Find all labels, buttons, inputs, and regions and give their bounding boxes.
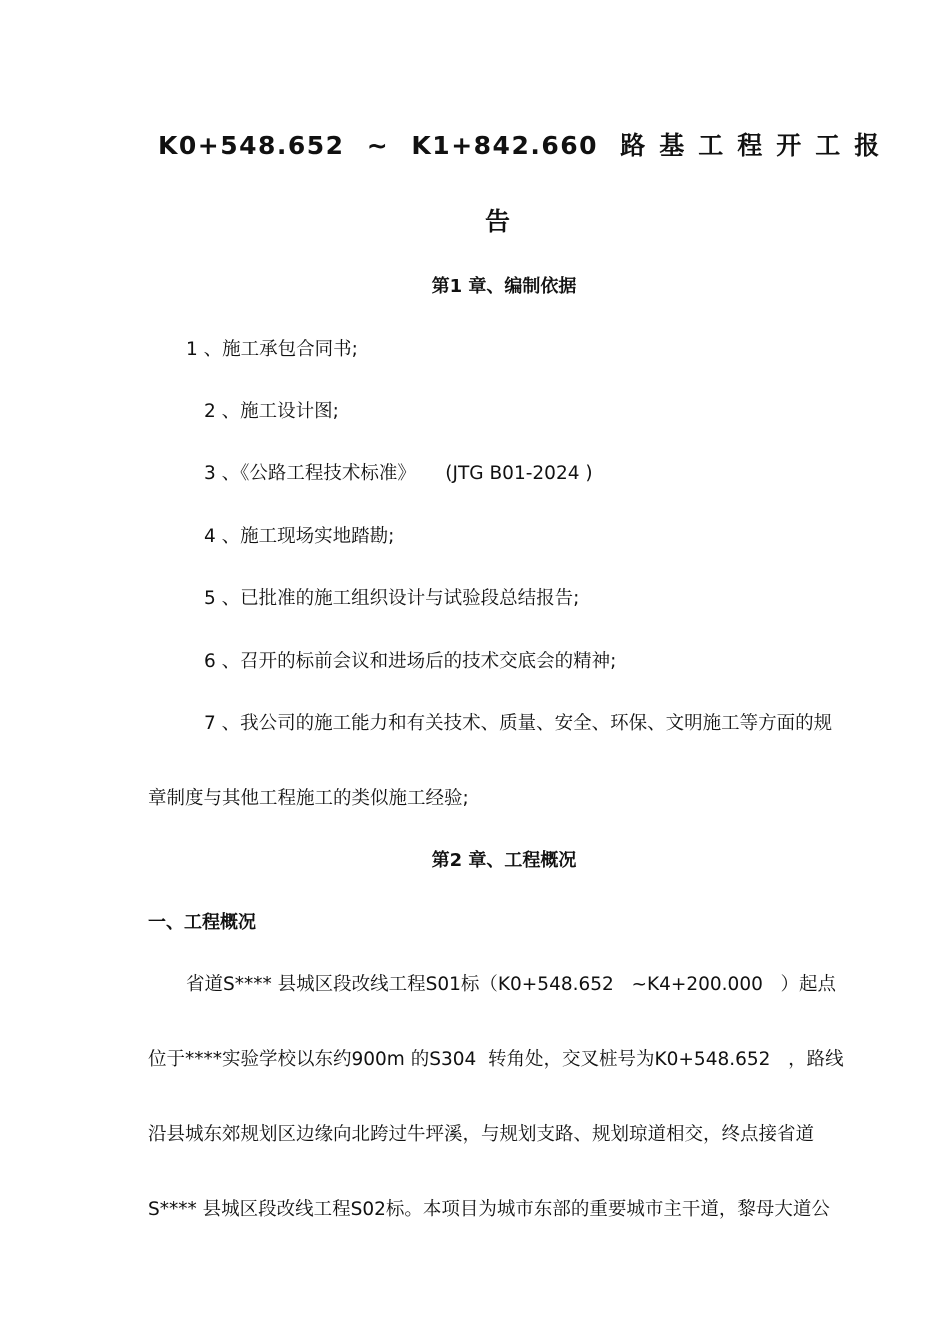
chapter-2-heading: 第2 章、工程概况 xyxy=(431,850,577,871)
document-title-line-1 xyxy=(158,126,894,162)
title-chainage-range: K0+548.652 ~ K1+842.660 xyxy=(158,131,599,160)
basis-item-1: 1 、施工承包合同书; xyxy=(186,339,358,360)
title-text: 路基工程开工报 xyxy=(620,131,894,160)
section-project-overview-heading: 一、工程概况 xyxy=(148,912,256,933)
basis-item-5: 5 、已批准的施工组织设计与试验段总结报告; xyxy=(204,588,580,609)
chapter-1-heading: 第1 章、编制依据 xyxy=(431,276,577,297)
basis-item-6: 6 、召开的标前会议和进场后的技术交底会的精神; xyxy=(204,651,617,672)
overview-paragraph-line-3: 沿县城东郊规划区边缘向北跨过牛坪溪，与规划支路、规划琼道相交，终点接省道 xyxy=(148,1124,815,1145)
basis-item-7: 7 、我公司的施工能力和有关技术、质量、安全、环保、文明施工等方面的规 xyxy=(204,713,833,734)
overview-paragraph-line-2: 位于****实验学校以东约900m 的S304 转角处，交叉桩号为K0+548.652 ，路线 xyxy=(148,1049,844,1070)
basis-item-3: 3 、《公路工程技术标准》 (JTG B01-2024 ) xyxy=(204,463,593,484)
basis-item-2: 2 、施工设计图; xyxy=(204,401,339,422)
document-title-line-2: 告 xyxy=(484,207,511,236)
basis-item-4: 4 、施工现场实地踏勘; xyxy=(204,526,395,547)
overview-paragraph-line-4: S**** 县城区段改线工程S02标。本项目为城市东部的重要城市主干道，黎母大道公 xyxy=(148,1199,830,1220)
overview-paragraph-line-1: 省道S**** 县城区段改线工程S01标（K0+548.652 ~K4+200.000 ）起点 xyxy=(186,974,837,995)
basis-item-7-continued: 章制度与其他工程施工的类似施工经验; xyxy=(148,788,469,809)
